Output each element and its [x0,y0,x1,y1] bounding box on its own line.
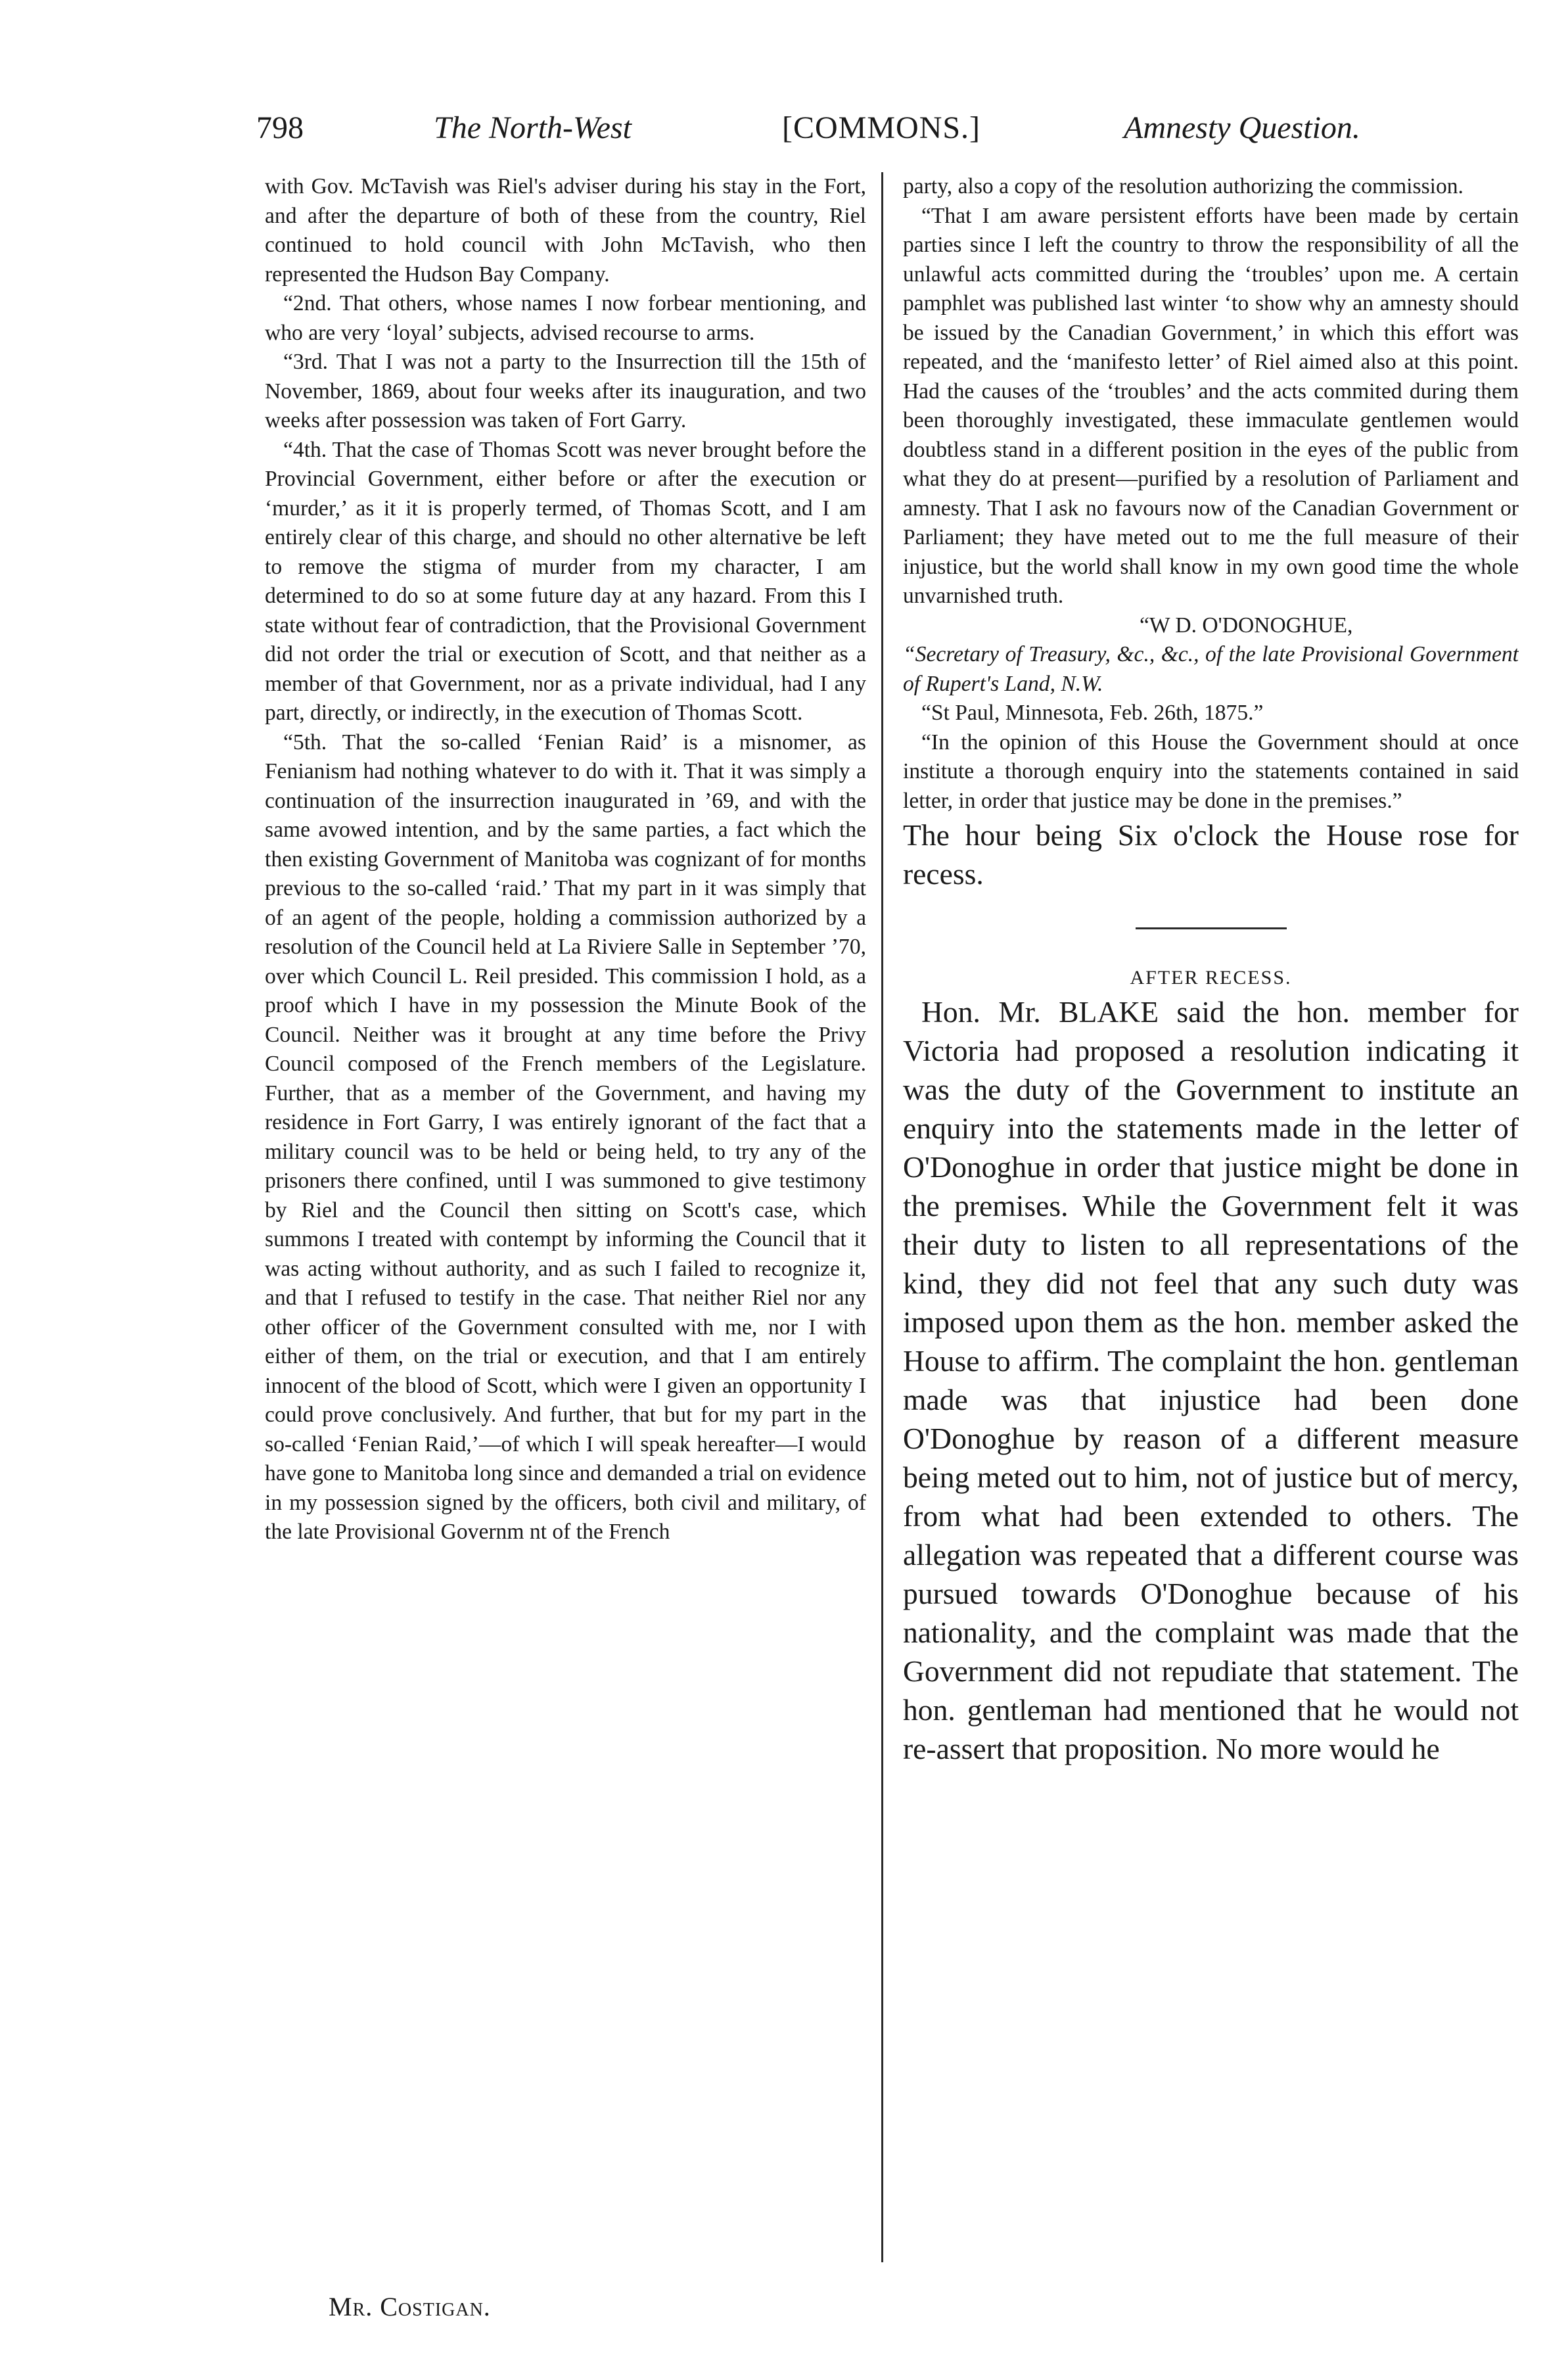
signature-title: “Secretary of Treasury, &c., &c., of the late Provisional Government of Rupert's Land, N.W. [903,642,1519,696]
place-date: “St Paul, Minnesota, Feb. 26th, 1875.” [921,701,1264,725]
page-number: 798 [256,110,304,145]
speaker-name: Hon. Mr. BLAKE [921,995,1159,1029]
left-paragraph-4: “4th. That the case of Thomas Scott was never brought before the Provincial Government, either before or after the execution or ‘murder,’ as it it is properly termed, of Thomas Scott, and I am entirely clear of this charge, and should no other alternative be left to remove the stigma of murder from my character, I am determined to do so at some future day at any hazard. From this I state without fear of contradiction, that the Provisional Government did not order the trial or execution of Scott, and that neither as a member of that Government, nor as a private individual, had I any part, directly, or indirectly, in the execution of Thomas Scott. [265,437,866,725]
left-column [265,172,866,2262]
chamber-label: [COMMONS.] [782,110,981,145]
section-title: Amnesty Question. [1124,110,1360,145]
motion-text: “In the opinion of this House the Government should at once institute a thorough enquiry into the statements contained in said letter, in order that justice may be done in the premises.” [903,730,1519,813]
column-divider [881,172,883,2262]
right-column [903,172,1519,2262]
recess-note: The hour being Six o'clock the House rose for recess. [903,818,1519,891]
signature: “W D. O'DONOGHUE, [1140,613,1353,638]
left-paragraph-1: with Gov. McTavish was Riel's adviser during his stay in the Fort, and after the departure of both of these from the country, Riel continued to hold council with John McTavish, who then represented the Hudson Bay Company. [265,174,866,287]
right-paragraph-1: party, also a copy of the resolution authorizing the commission. [903,174,1464,198]
left-paragraph-5: “5th. That the so-called ‘Fenian Raid’ is a misnomer, as Fenianism had nothing whatever to do with it. That it was simply a continuation of the insurrection inaugurated in ’69, and with the same avowed intention, and by the same parties, a fact which the then existing Government of Manitoba was cognizant of for months previous to the so-called ‘raid.’ That my part in it was simply that of an agent of the people, holding a commission authorized by a resolution of the Council held at La Riviere Salle in September ’70, over which Council L. Reil presided. This commission I hold, as a proof which I have in my possession the Minute Book of the Council. Neither was it brought at any time before the Privy Council composed of the French members of the Legislature. Further, that as a member of the Government, and having my residence in Fort Garry, I was entirely ignorant of the fact that a military council was to be held or being held, to try any of the prisoners there confined, until I was summoned to give testimony by Riel and the Council then sitting on Scott's case, which summons I treated with contempt by informing the Council that it was acting without authority, and as such I failed to recognize it, and that I refused to testify in the case. That neither Riel nor any other officer of the Government consulted with me, nor I with either of them, on the trial or execution, and that I am entirely innocent of the blood of Scott, which were I given an opportunity I could prove conclusively. And further, that but for my part in the so-called ‘Fenian Raid,’—of which I will speak hereafter—I would have gone to Manitoba long since and demanded a trial on evidence in my possession signed by the officers, both civil and military, of the late Provisional Governm nt of the French [265,730,866,1544]
speech-paragraph [903,992,1519,1768]
footer-speaker-label: Mr. Costigan. [329,2292,491,2321]
right-paragraph-2: “That I am aware persistent efforts have been made by certain parties since I left the country to throw the responsibility of all the unlawful acts committed during the ‘troubles’ upon me. A certain pamphlet was published last winter ‘to show why an amnesty should be issued by the Canadian Government,’ in which this effort was repeated, and the ‘manifesto letter’ of Riel aimed also at this point. Had the causes of the ‘troubles’ and the acts commited during them been thoroughly investigated, these immaculate gentlemen would doubtless stand in a different position in the eyes of the public from what they do at present—purified by a resolution of Parliament and amnesty. That I ask no favours now of the Canadian Government or Parliament; they have meted out to me the full measure of their injustice, but the world shall know in my own good time the whole unvarnished truth. [903,203,1519,608]
section-heading: AFTER RECESS. [1130,967,1292,989]
left-paragraph-2: “2nd. That others, whose names I now forbear mentioning, and who are very ‘loyal’ subjects, advised recourse to arms. [265,291,866,345]
page-header [256,99,1505,158]
left-paragraph-3: “3rd. That I was not a party to the Insurrection till the 15th of November, 1869, about four weeks after its inauguration, and two weeks after possession was taken of Fort Garry. [265,350,866,432]
running-title: The North-West [434,110,632,145]
section-rule [1136,927,1287,929]
speech-text: said the hon. member for Victoria had proposed a resolution indicating it was the duty of the Government to institute an enquiry into the statements made in the letter of O'Donoghue in order that justice might be done in the premises. While the Government felt it was their duty to listen to all representations of the kind, they did not feel that any such duty was imposed upon them as the hon. member asked the House to affirm. The complaint the hon. gentleman made was that injustice had been done O'Donoghue by reason of a different measure being meted out to him, not of justice but of mercy, from what had been extended to others. The allegation was repeated that a different course was pursued towards O'Donoghue because of his nationality, and the complaint was made that the Government did not repudiate that statement. The hon. gentleman had mentioned that he would not re-assert that proposition. No more would he [903,995,1519,1765]
